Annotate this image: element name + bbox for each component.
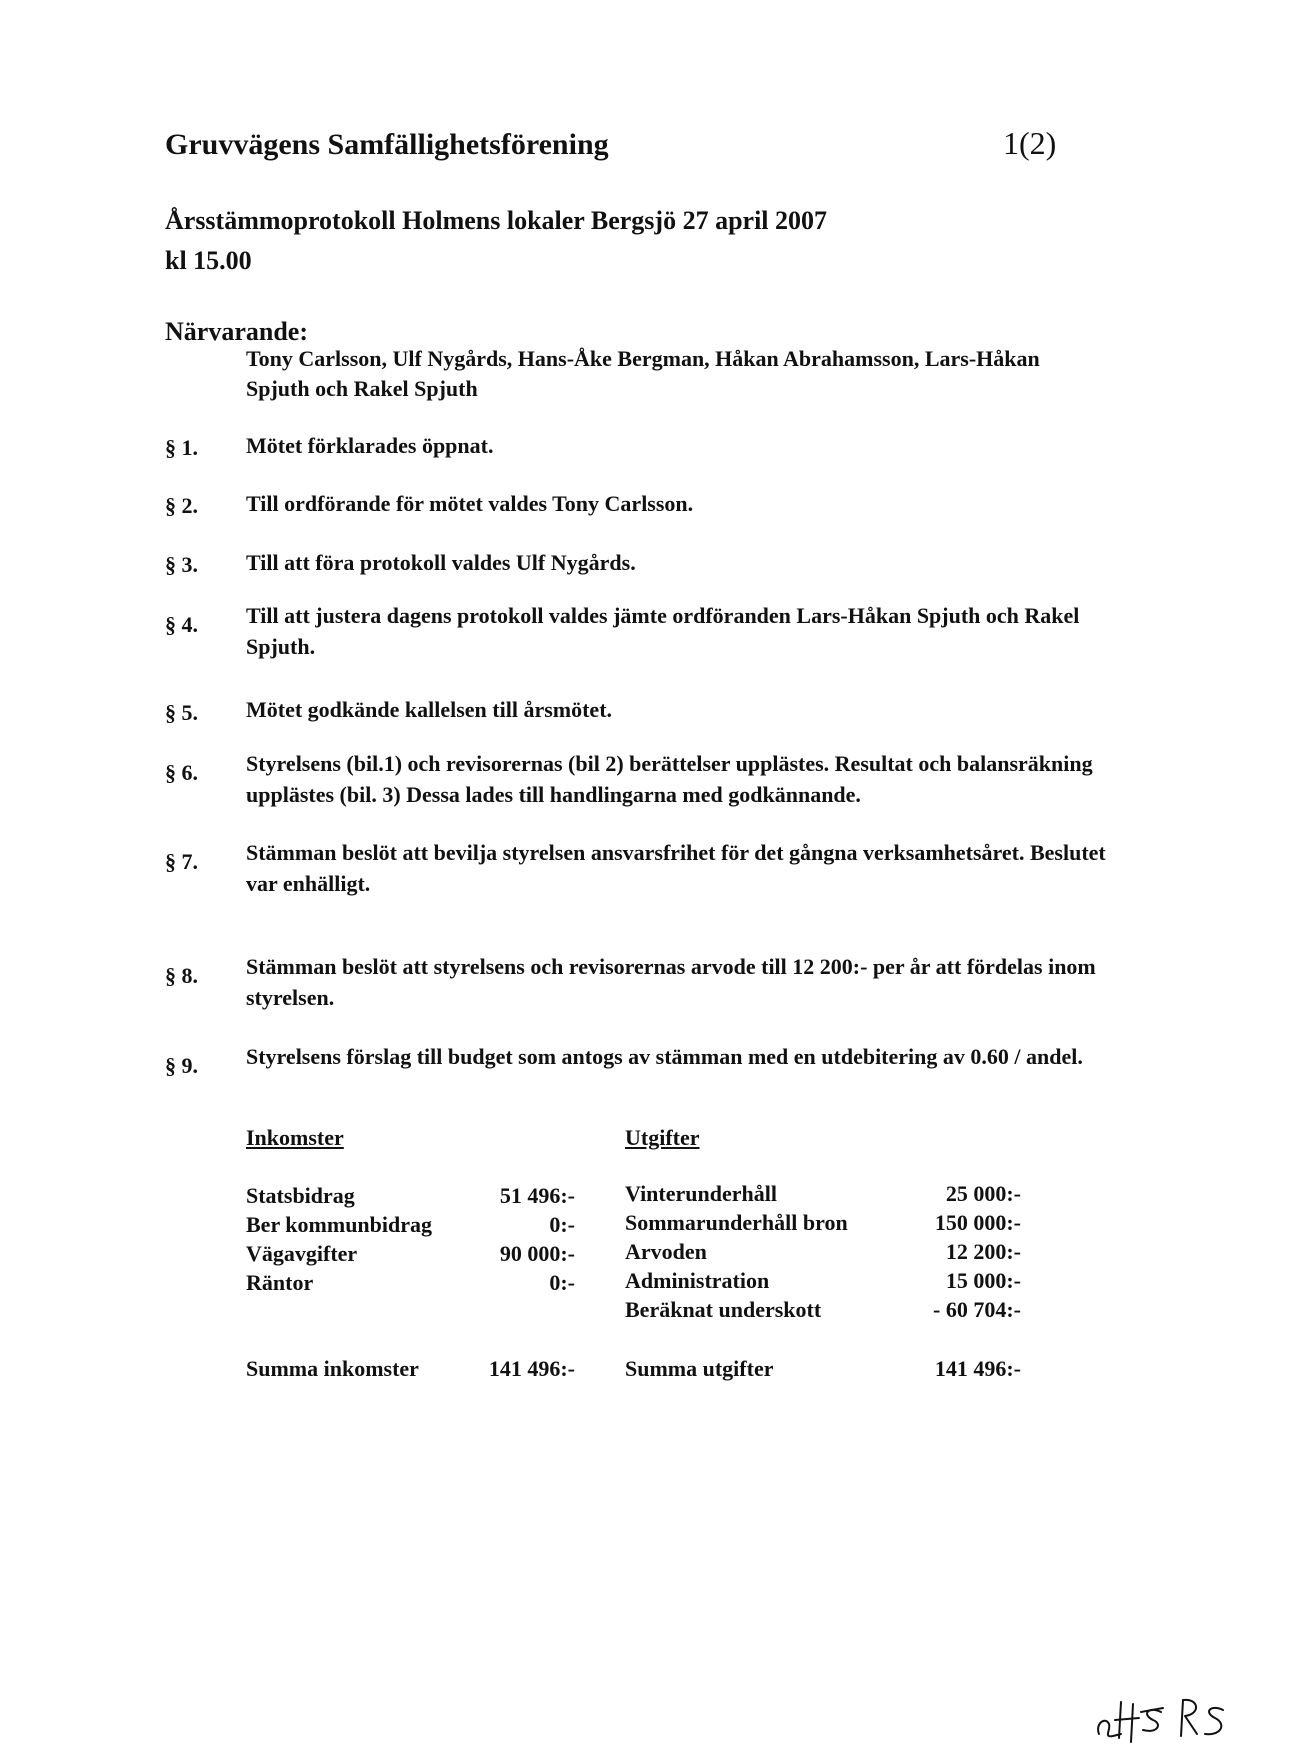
document-title-time: kl 15.00 — [165, 246, 252, 275]
handwritten-initials — [1091, 1690, 1241, 1757]
income-heading: Inkomster — [246, 1125, 344, 1150]
paragraph-text: Stämman beslöt att styrelsens och revisorernas arvode till 12 200:- per år att fördelas inom styrelsen. — [246, 954, 1096, 1010]
expense-amount: - 60 704:- — [933, 1297, 1021, 1322]
income-amount: 90 000:- — [499, 1241, 575, 1266]
paragraph-text: Stämman beslöt att bevilja styrelsen ansvarsfrihet för det gångna verksamhetsåret. Beslutet var enhälligt. — [246, 840, 1106, 896]
income-total-label: Summa inkomster — [246, 1356, 419, 1381]
income-amount: 51 496:- — [499, 1183, 575, 1208]
attendance-names: Tony Carlsson, Ulf Nygårds, Hans-Åke Bergman, Håkan Abrahamsson, Lars-Håkan Spjuth och Rakel Spjuth — [246, 346, 1040, 401]
paragraph-number: § 5. — [165, 700, 198, 725]
paragraph-text: Mötet förklarades öppnat. — [246, 433, 494, 458]
expense-label: Sommarunderhåll bron — [625, 1210, 848, 1235]
expense-amount: 15 000:- — [945, 1268, 1021, 1293]
paragraph-text: Styrelsens förslag till budget som antogs av stämman med en utdebitering av 0.60 / andel. — [246, 1044, 1083, 1069]
income-amount: 0:- — [549, 1212, 575, 1237]
income-label: Statsbidrag — [246, 1183, 355, 1208]
paragraph-number: § 6. — [165, 760, 198, 785]
expense-label: Vinterunderhåll — [625, 1181, 777, 1206]
paragraph-number: § 9. — [165, 1053, 198, 1078]
paragraph-text: Styrelsens (bil.1) och revisorernas (bil 2) berättelser upplästes. Resultat och balansräkning upplästes (bil. 3) Dessa lades till handlingarna med godkännande. — [246, 751, 1093, 807]
expense-amount: 12 200:- — [945, 1239, 1021, 1264]
attendance-heading: Närvarande: — [165, 317, 308, 346]
paragraph-number: § 7. — [165, 849, 198, 874]
expense-heading: Utgifter — [625, 1125, 700, 1150]
expense-label: Arvoden — [625, 1239, 707, 1264]
income-amount: 0:- — [549, 1270, 575, 1295]
paragraph-text: Till ordförande för mötet valdes Tony Carlsson. — [246, 491, 694, 516]
expense-total-label: Summa utgifter — [625, 1356, 774, 1381]
signature-drawing — [1091, 1690, 1241, 1752]
paragraph-text: Till att föra protokoll valdes Ulf Nygårds. — [246, 550, 636, 575]
expense-amount: 25 000:- — [945, 1181, 1021, 1206]
paragraph-text: Till att justera dagens protokoll valdes jämte ordföranden Lars-Håkan Spjuth och Rakel Spjuth. — [246, 603, 1080, 659]
document-title: Årsstämmoprotokoll Holmens lokaler Bergsjö 27 april 2007 — [165, 206, 828, 235]
income-label: Ber kommunbidrag — [246, 1212, 433, 1237]
paragraph-number: § 4. — [165, 612, 198, 637]
income-total-amount: 141 496:- — [488, 1356, 575, 1381]
page-number: 1(2) — [1003, 125, 1057, 161]
organization-name: Gruvvägens Samfällighetsförening — [165, 128, 609, 161]
paragraph-text: Mötet godkände kallelsen till årsmötet. — [246, 697, 613, 722]
paragraph-number: § 1. — [165, 435, 198, 460]
income-label: Räntor — [246, 1270, 314, 1295]
expense-label: Beräknat underskott — [625, 1297, 822, 1322]
expense-amount: 150 000:- — [934, 1210, 1021, 1235]
paragraph-number: § 2. — [165, 493, 198, 518]
expense-total-amount: 141 496:- — [934, 1356, 1021, 1381]
paragraph-number: § 3. — [165, 552, 198, 577]
expense-label: Administration — [625, 1268, 770, 1293]
paragraph-number: § 8. — [165, 963, 198, 988]
income-label: Vägavgifter — [246, 1241, 358, 1266]
